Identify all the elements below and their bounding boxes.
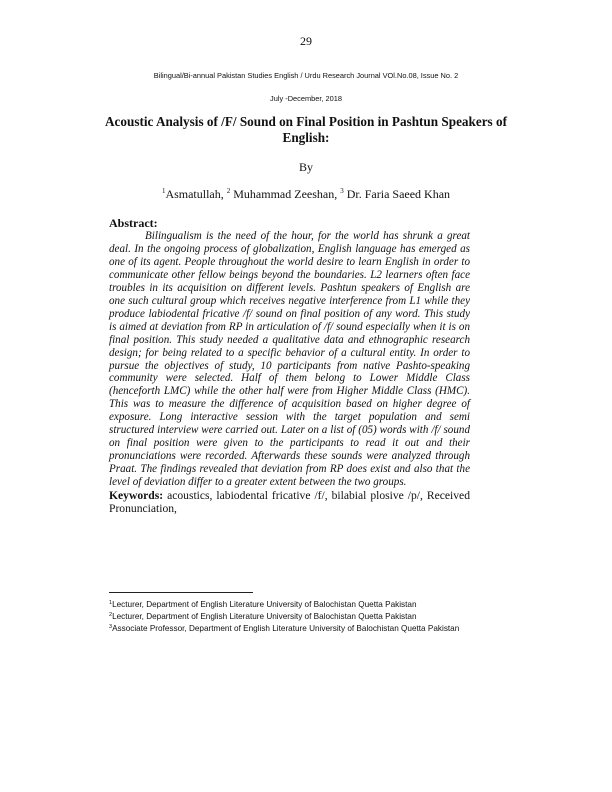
footnote-text: Lecturer, Department of English Literature University of Balochistan Quetta Pakistan [112, 600, 417, 609]
author-list [0, 187, 612, 202]
issue-date: July -December, 2018 [270, 94, 342, 103]
footnote-text: Lecturer, Department of English Literature University of Balochistan Quetta Pakistan [112, 612, 417, 622]
author [227, 187, 337, 201]
footnote-marker: 2 [109, 612, 113, 619]
by-line: By [298, 160, 313, 174]
footnote [109, 598, 479, 610]
footnote-marker: 3 [109, 624, 113, 631]
author-marker: 2 [226, 187, 231, 195]
footnote-divider [109, 592, 253, 593]
paper-title: Acoustic Analysis of /F/ Sound on Final Position in Pashtun Speakers of English: [105, 114, 507, 145]
abstract-heading: Abstract: [109, 216, 158, 230]
keywords-text: acoustics, labiodental fricative /f/, bilabial plosive /p/, Received Pronunciation, [109, 489, 470, 516]
footnote-marker: 1 [109, 600, 113, 606]
author-name: Muhammad Zeeshan, [233, 187, 338, 201]
keywords-line [109, 489, 470, 515]
page-number: 29 [300, 34, 312, 48]
author-name: Asmatullah, [165, 187, 224, 201]
footnote [109, 622, 479, 634]
author-marker: 3 [340, 187, 344, 195]
journal-header: Bilingual/Bi-annual Pakistan Studies English / Urdu Research Journal VOl.No.08, Issue No. 2 [153, 71, 459, 80]
keywords-label: Keywords: [109, 489, 164, 503]
footnote-text: Associate Professor, Department of English Literature University of Balochistan Quetta Pakistan [112, 624, 460, 634]
abstract-section [109, 216, 470, 515]
footnotes [109, 598, 479, 635]
author-name: Dr. Faria Saeed Khan [346, 187, 451, 201]
footnote [109, 610, 479, 622]
author [162, 187, 224, 201]
abstract-body: Bilingualism is the need of the hour, for the world has shrunk a great deal. In the ongoing process of globalization, English language has emerged as one of its agent. People throughout the world desire to learn English in order to communicate other fellow beings beyond the boundaries. L2 learners often face troubles in its acquisition on different levels. Pashtun speakers of English are one such cultural group which receives negative interference from L1 while they produce labiodental fricative /f/ sound on final position of any word. This study is aimed at deviation from RP in articulation of /f/ sound especially when it is on final position. This study needed a qualitative data and ethnographic research design; for being related to a specific behavior of a cultural entity. In order to pursue the objectives of study, 10 participants from native Pashto-speaking community were selected. Half of them belong to Lower Middle Class (henceforth LMC) while the other half were from Higher Middle Class (HMC). This was to measure the difference of acquisition based on higher degree of exposure. Long interactive session with the target population and semi structured interview were carried out. Later on a list of (05) words with /f/ sound on final position were given to the participants to read it out and their pronunciations were recorded. Afterwards these sounds were analyzed through Praat. The findings revealed that deviation from RP does exist and also that the level of deviation differ to a greater extent between the two groups. [109, 230, 470, 489]
author [340, 187, 450, 201]
author-marker: 1 [161, 187, 166, 195]
